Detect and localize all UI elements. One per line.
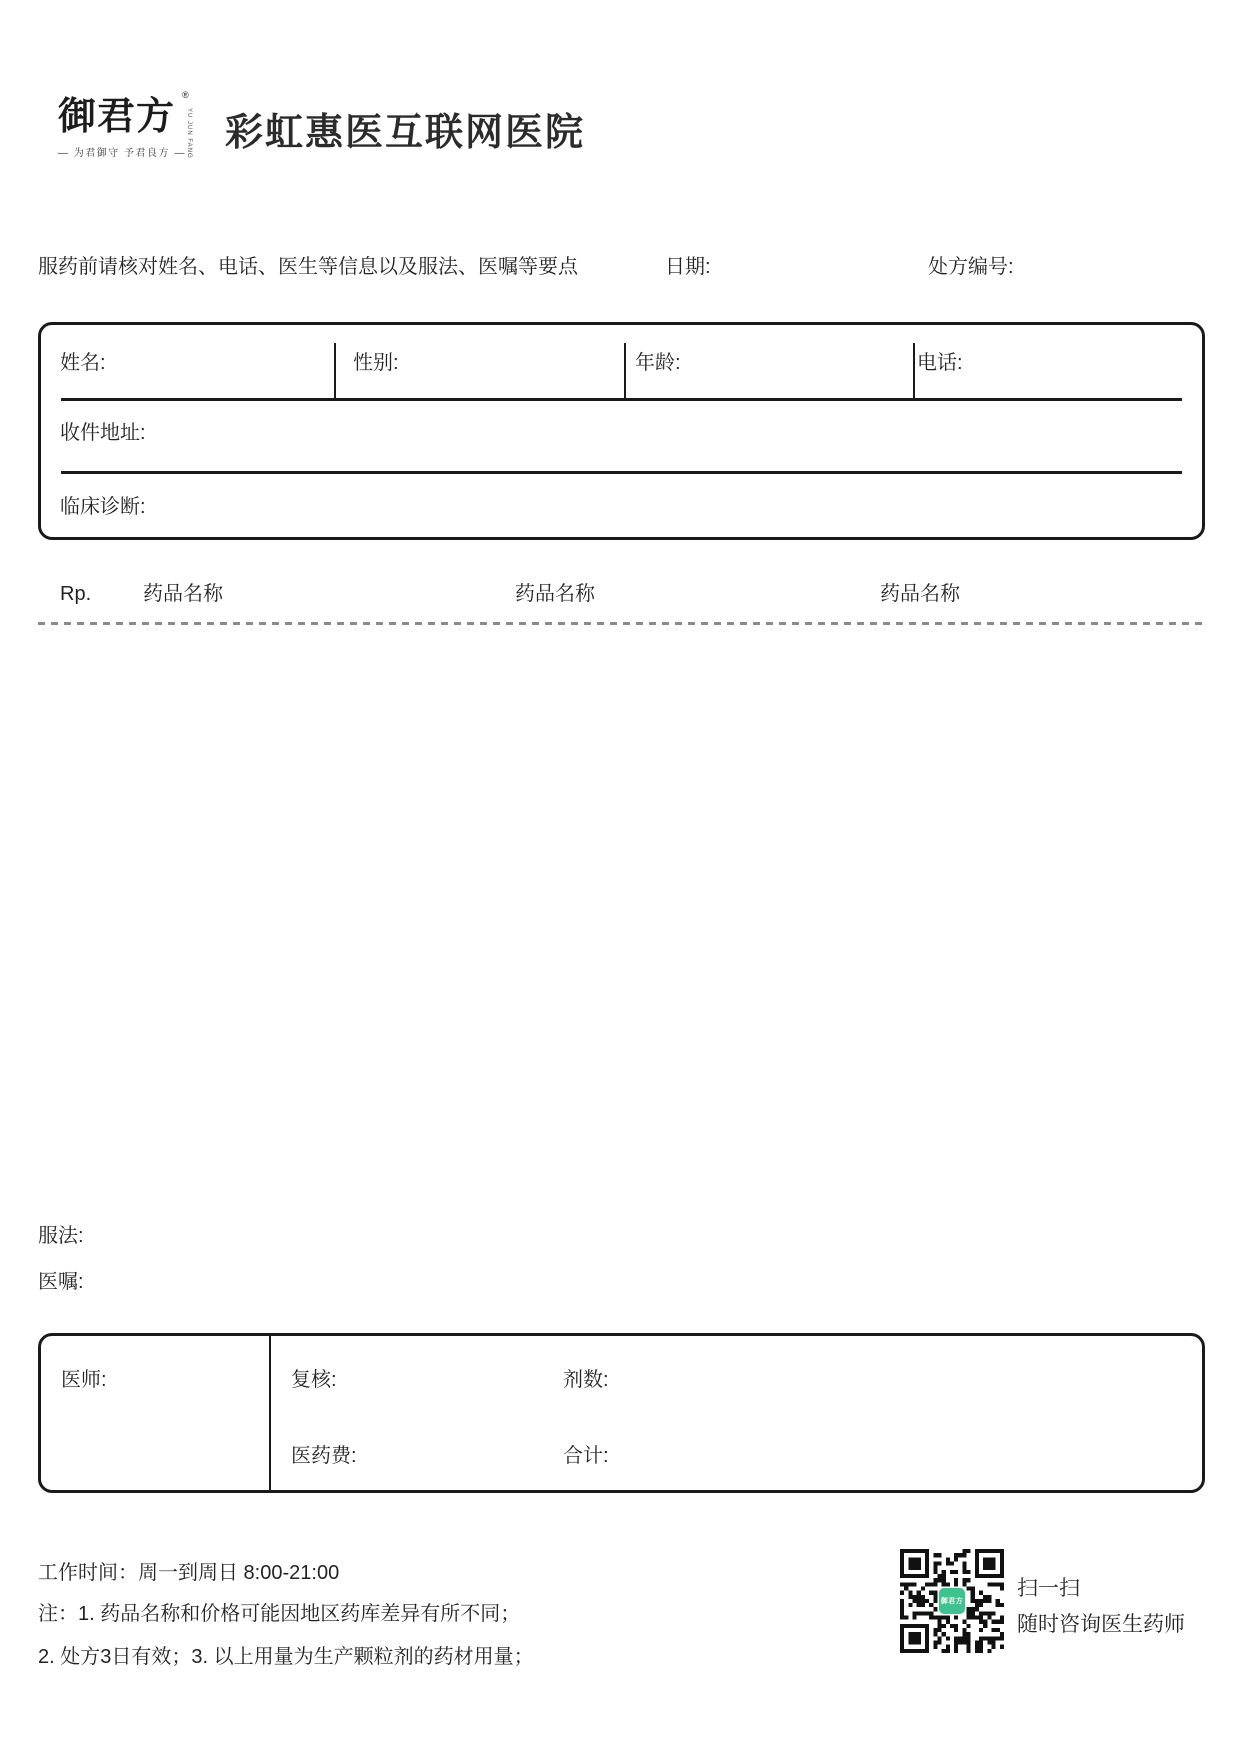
row-divider <box>61 398 1182 401</box>
brand-tagline: — 为君御守 予君良方 — <box>58 148 186 159</box>
advice-label: 医嘱: <box>38 1271 84 1293</box>
field-divider <box>334 343 336 398</box>
usage-label: 服法: <box>38 1225 84 1247</box>
field-divider <box>624 343 626 398</box>
name-label: 姓名: <box>60 352 106 374</box>
physician-label: 医师: <box>61 1369 107 1391</box>
phone-label: 电话: <box>917 352 963 374</box>
signature-box-divider <box>269 1336 271 1490</box>
brand-logo-text: 御君方 <box>58 93 176 138</box>
scan-sub-label: 随时咨询医生药师 <box>1017 1613 1185 1636</box>
working-hours-text: 工作时间：周一到周日 8:00-21:00 <box>38 1562 340 1584</box>
note-line-1: 注：1. 药品名称和价格可能因地区药库差异有所不同； <box>38 1603 521 1625</box>
age-label: 年龄: <box>635 352 681 374</box>
brand-logo <box>58 90 208 159</box>
review-label: 复核: <box>291 1369 337 1391</box>
signature-box <box>38 1333 1205 1493</box>
total-label: 合计: <box>563 1445 609 1467</box>
address-label: 收件地址: <box>60 422 146 444</box>
scan-label: 扫一扫 <box>1017 1577 1080 1600</box>
brand-logo-vertical-text: YU JUN FANG <box>186 108 192 159</box>
hospital-title: 彩虹惠医互联网医院 <box>225 112 586 154</box>
dose-count-label: 剂数: <box>563 1369 609 1391</box>
note-line-2: 2. 处方3日有效；3. 以上用量为生产颗粒剂的药材用量； <box>38 1646 534 1668</box>
date-label: 日期: <box>665 256 711 278</box>
medicine-fee-label: 医药费: <box>291 1445 357 1467</box>
registered-trademark-icon: ® <box>182 90 189 100</box>
drug-column-header: 药品名称 <box>143 583 223 605</box>
check-reminder-text: 服药前请核对姓名、电话、医生等信息以及服法、医嘱等要点 <box>38 256 578 278</box>
patient-info-box <box>38 322 1205 540</box>
rp-label: Rp. <box>60 583 92 605</box>
drug-column-header: 药品名称 <box>515 583 595 605</box>
qr-center-logo: 御君方 <box>939 1588 965 1614</box>
gender-label: 性别: <box>353 352 399 374</box>
field-divider <box>913 343 915 398</box>
dashed-separator <box>38 622 1205 625</box>
qr-code <box>900 1549 1004 1653</box>
diagnosis-label: 临床诊断: <box>60 496 146 518</box>
rx-number-label: 处方编号: <box>928 256 1014 278</box>
drug-column-header: 药品名称 <box>880 583 960 605</box>
row-divider <box>61 471 1182 474</box>
